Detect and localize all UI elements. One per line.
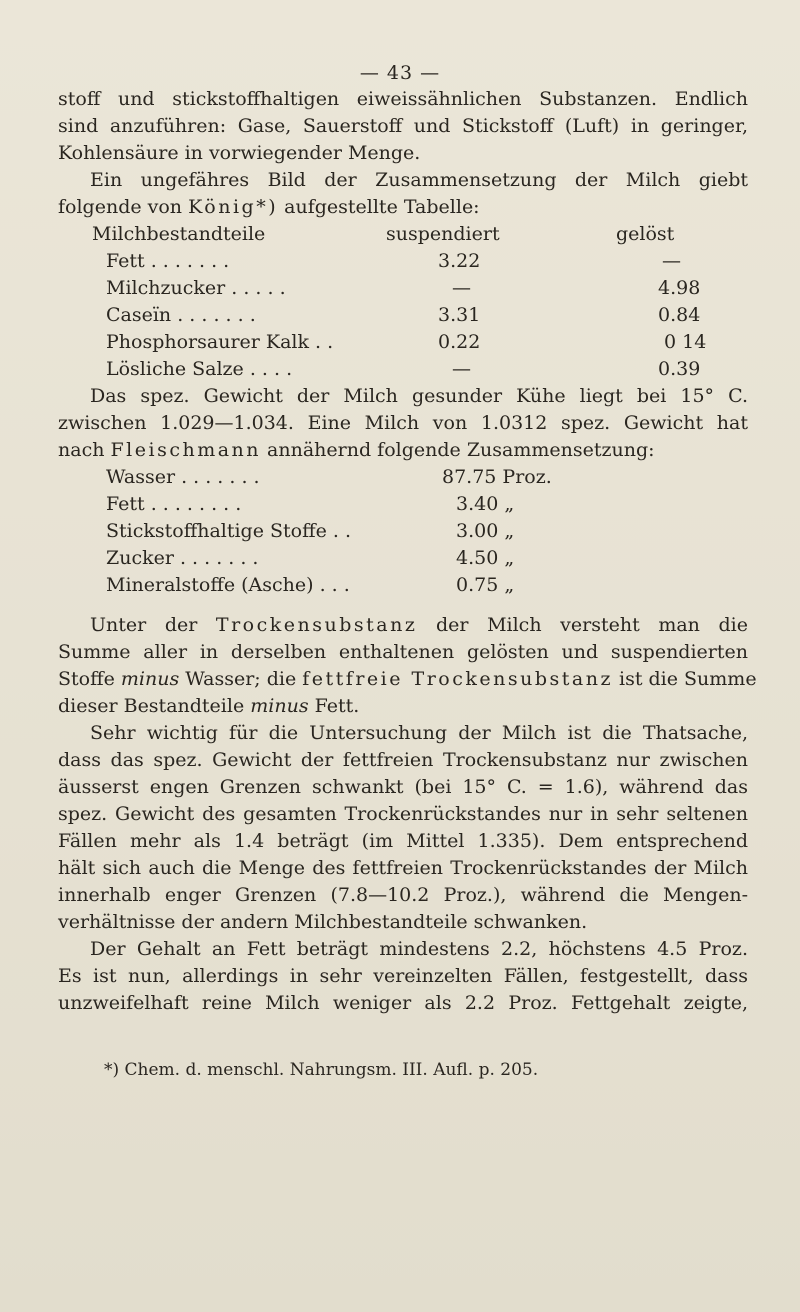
text-line: Kohlensäure in vorwiegender Menge.	[58, 142, 421, 164]
paragraph-dry-matter	[58, 612, 757, 720]
table-row	[58, 545, 748, 572]
text-line: unzweifelhaft reine Milch weniger als 2.2 Proz. Fettgehalt zeigte,	[58, 992, 748, 1014]
table-row	[58, 329, 748, 356]
text-span: dieser Bestandteile	[58, 695, 251, 717]
table-cell-value: 0.22	[438, 331, 481, 353]
table-cell-value: 87.75 Proz.	[442, 466, 552, 488]
text-span: Wasser; die	[179, 668, 303, 690]
table-cell-value: —	[452, 358, 471, 380]
table-cell-label: Mineralstoffe (Asche) . . .	[106, 574, 350, 596]
text-line	[58, 693, 748, 720]
table-cell-label: Stickstoffhaltige Stoffe . .	[106, 520, 351, 542]
text-line: innerhalb enger Grenzen (7.8—10.2 Proz.), während die Mengen-	[58, 884, 748, 906]
table-cell-label: Phosphorsaurer Kalk . .	[106, 331, 334, 353]
italic-word: minus	[120, 668, 180, 690]
table-cell-value: 0 14	[664, 331, 707, 353]
table-row	[58, 464, 748, 491]
text-line: stoff und stickstoffhaltigen eiweissähnlichen Substanzen. Endlich	[58, 88, 748, 110]
text-line: Fällen mehr als 1.4 beträgt (im Mittel 1.335). Dem entsprechend	[58, 830, 748, 852]
text-span: ist die Summe	[612, 668, 757, 690]
table-cell-value: 4.50 „	[456, 547, 515, 569]
text-line: hält sich auch die Menge des fettfreien Trockenrückstandes der Milch	[58, 857, 748, 879]
text-line: Der Gehalt an Fett beträgt mindestens 2.2, höchstens 4.5 Proz.	[90, 938, 748, 960]
term: Trockensubstanz	[215, 614, 418, 636]
text-span: Stoffe	[58, 668, 121, 690]
paragraph-continuation	[58, 86, 748, 167]
text-span: nach	[58, 439, 111, 461]
text-line: verhältnisse der andern Milchbestandteile schwanken.	[58, 911, 588, 933]
table-cell-value: 0.75 „	[456, 574, 515, 596]
table-header-row	[58, 221, 748, 248]
text-line: zwischen 1.029—1.034. Eine Milch von 1.0312 spez. Gewicht hat	[58, 412, 748, 434]
composition-table	[58, 464, 748, 599]
table-row	[58, 248, 748, 275]
text-span: der Milch versteht man die	[417, 614, 748, 636]
text-line	[58, 666, 757, 693]
text-span: annähernd folgende Zusammensetzung:	[261, 439, 655, 461]
table-cell-value: 0.84	[658, 304, 701, 326]
text-line	[58, 437, 748, 464]
table-row	[58, 572, 748, 599]
table-cell-label: Caseïn . . . . . . .	[106, 304, 256, 326]
italic-word: minus	[250, 695, 309, 717]
table-header: suspendiert	[386, 223, 500, 245]
table-header: Milchbestandteile	[92, 223, 266, 245]
text-span: Unter der	[90, 614, 216, 636]
table-row	[58, 491, 748, 518]
table-row	[58, 518, 748, 545]
text-span: Fett.	[308, 695, 360, 717]
table-cell-label: Lösliche Salze . . . .	[106, 358, 293, 380]
table-cell-label: Fett . . . . . . . .	[106, 493, 242, 515]
paragraph-fat-content	[58, 936, 748, 1017]
table-cell-value: —	[662, 250, 681, 272]
table-cell-value: 3.40 „	[456, 493, 515, 515]
text-span: aufgestellte Tabelle:	[278, 196, 480, 218]
author-name: Fleischmann	[110, 439, 262, 461]
text-span: folgende von	[58, 196, 189, 218]
text-line	[58, 612, 748, 639]
table-header: gelöst	[616, 223, 675, 245]
milk-components-table	[58, 221, 748, 383]
text-line: Summe aller in derselben enthaltenen gelösten und suspendierten	[58, 641, 748, 663]
table-cell-label: Fett . . . . . . .	[106, 250, 230, 272]
table-cell-label: Zucker . . . . . . .	[106, 547, 259, 569]
table-cell-value: 0.39	[658, 358, 701, 380]
paragraph-specific-gravity	[58, 383, 748, 464]
text-line: Es ist nun, allerdings in sehr vereinzelten Fällen, festgestellt, dass	[58, 965, 748, 987]
text-line: spez. Gewicht des gesamten Trockenrückstandes nur in sehr seltenen	[58, 803, 748, 825]
text-line: äusserst engen Grenzen schwankt (bei 15° C. = 1.6), während das	[58, 776, 748, 798]
term: fettfreie Trockensubstanz	[302, 668, 613, 690]
text-line: Das spez. Gewicht der Milch gesunder Kühe liegt bei 15° C.	[90, 385, 748, 407]
table-cell-label: Milchzucker . . . . .	[106, 277, 286, 299]
table-cell-value: 3.00 „	[456, 520, 515, 542]
table-cell-value: 3.31	[438, 304, 481, 326]
text-line: sind anzuführen: Gase, Sauerstoff und Stickstoff (Luft) in geringer,	[58, 115, 748, 137]
text-line: dass das spez. Gewicht der fettfreien Trockensubstanz nur zwischen	[58, 749, 748, 771]
table-cell-value: —	[452, 277, 471, 299]
table-row	[58, 302, 748, 329]
table-cell-value: 4.98	[658, 277, 701, 299]
footnote: *) Chem. d. menschl. Nahrungsm. III. Aufl. p. 205.	[104, 1060, 539, 1080]
table-cell-label: Wasser . . . . . . .	[106, 466, 260, 488]
text-line: Sehr wichtig für die Untersuchung der Milch ist die Thatsache,	[90, 722, 748, 744]
paragraph-table-intro	[58, 167, 748, 221]
table-row	[58, 356, 748, 383]
author-name: König*)	[188, 196, 279, 218]
text-line: Ein ungefähres Bild der Zusammensetzung der Milch giebt	[90, 169, 748, 191]
table-cell-value: 3.22	[438, 250, 481, 272]
text-line	[58, 194, 748, 221]
paragraph-importance	[58, 720, 748, 936]
table-row	[58, 275, 748, 302]
page-number: — 43 —	[359, 62, 441, 84]
